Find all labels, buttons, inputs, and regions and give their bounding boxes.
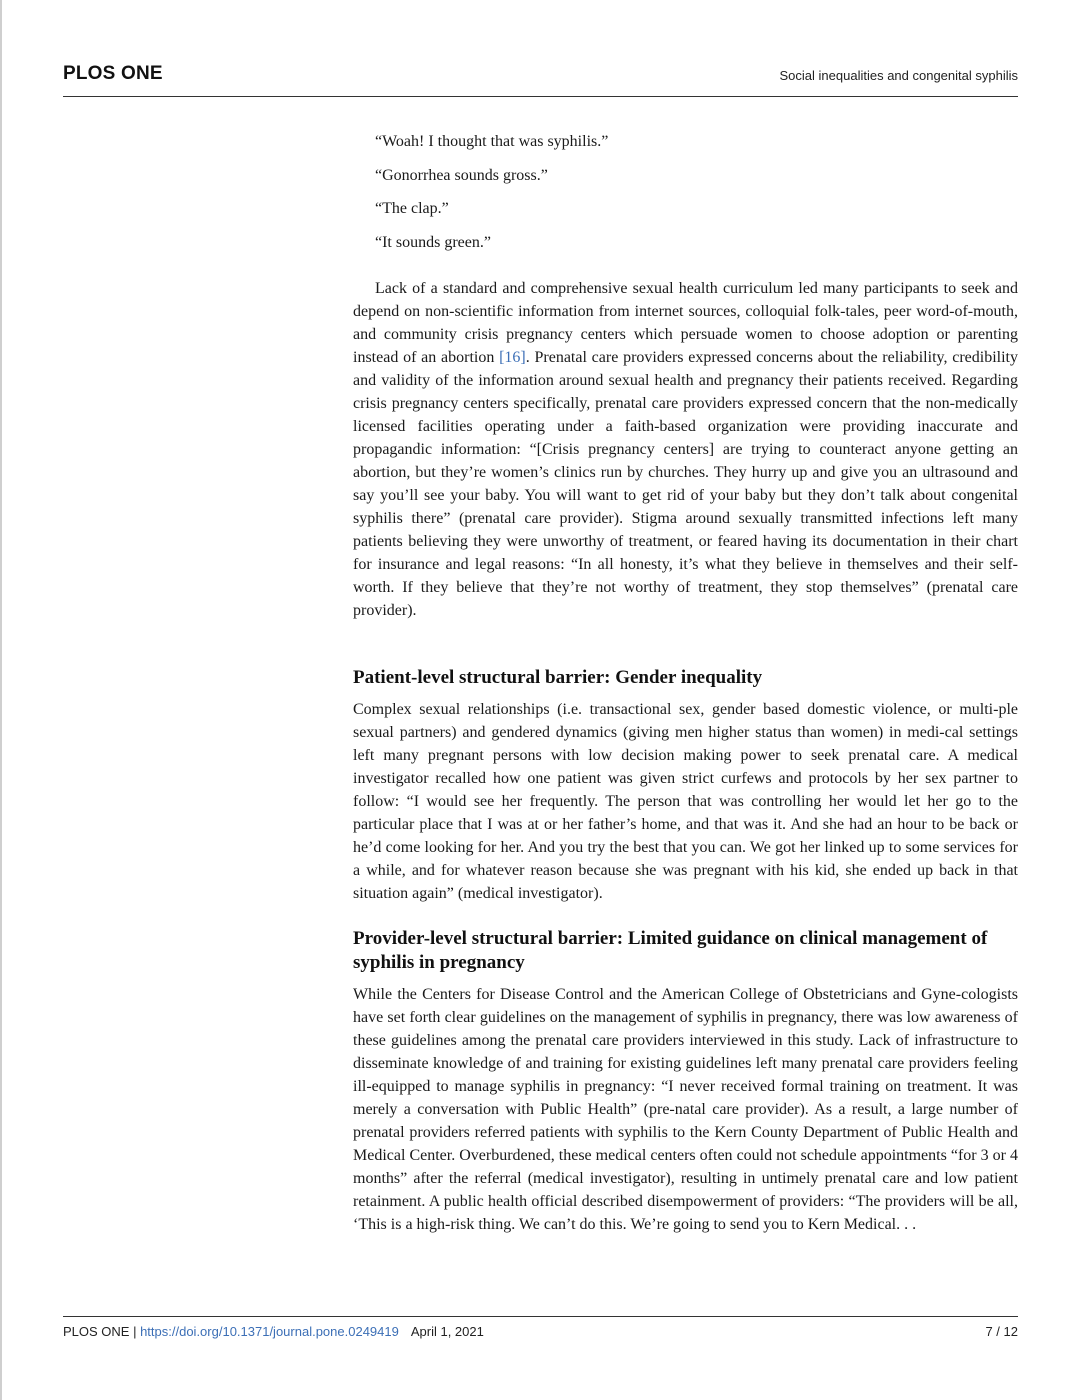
header-divider <box>63 96 1018 97</box>
citation-link[interactable]: [16] <box>499 349 526 366</box>
page-edge <box>0 0 2 1400</box>
quote: “Gonorrhea sounds gross.” <box>375 166 548 184</box>
paragraph-text: Complex sexual relationships (i.e. transactional sex, gender based domestic violence, or multi-ple sexual partners) and gendered dynamics (giving men higher status than women) in medi-cal settings left many pregnant persons with low decision making power to seek prenatal care. A medical investigator recalled how one patient was given strict curfews and protocols by her sex partner to follow: “I would see her frequently. The person that was controlling her would let her go to the particular place that I was at or her father’s home, and that was it. And she had an hour to be back or he’d come looking for her. And you try the best that you can. We got her linked up to some services for a while, and for whatever reason because she was pregnant with his kid, she ended up back in that situation again” (medical investigator). <box>353 701 1018 902</box>
quote: “The clap.” <box>375 200 449 217</box>
quote: “It sounds green.” <box>375 233 491 251</box>
quote: “Woah! I thought that was syphilis.” <box>375 133 609 150</box>
journal-name: PLOS ONE <box>63 63 163 84</box>
quote-list <box>353 131 1018 265</box>
running-title: Social inequalities and congenital syphilis <box>779 68 1018 83</box>
paragraph-text: Lack of a standard and comprehensive sexual health curriculum led many participants to seek and depend on non-scientific information from internet sources, colloquial folk-tales, peer word-of-mouth, and community crisis pregnancy centers which persuade women to choose adoption or parenting instead of an abortion <box>353 280 1018 366</box>
section-heading: Provider-level structural barrier: Limited guidance on clinical management of syphilis in pregnancy <box>353 928 988 973</box>
page-number: 7 / 12 <box>985 1324 1018 1339</box>
body-paragraph-1 <box>353 277 1018 622</box>
footer-divider <box>63 1316 1018 1317</box>
footer-separator: | <box>129 1324 141 1339</box>
body-paragraph-3 <box>353 983 1018 1236</box>
section-heading: Patient-level structural barrier: Gender inequality <box>353 667 763 688</box>
footer-citation <box>63 1324 484 1339</box>
doi-link[interactable]: https://doi.org/10.1371/journal.pone.0249419 <box>140 1324 399 1339</box>
paragraph-text: While the Centers for Disease Control and the American College of Obstetricians and Gyne-cologists have set forth clear guidelines on the management of syphilis in pregnancy, there was low awareness of these guidelines among the prenatal care providers interviewed in this study. Lack of infrastructure to disseminate knowledge of and training for existing guidelines left many prenatal care providers feeling ill-equipped to manage syphilis in pregnancy: “I never received formal training on treatment. It was merely a conversation with Public Health” (pre-natal care provider). As a result, a large number of prenatal providers referred patients with syphilis to the Kern County Department of Public Health and Medical Center. Overburdened, these medical centers often could not schedule appointments “for 3 or 4 months” after the referral (medical investigator), resulting in untimely prenatal care and low patient retainment. A public health official described disempowerment of providers: “The providers will be all, ‘This is a high-risk thing. We can’t do this. We’re going to send you to Kern Medical. . . <box>353 986 1018 1233</box>
section-heading-gender-inequality <box>353 666 1018 690</box>
footer-journal: PLOS ONE <box>63 1324 130 1339</box>
publication-date: April 1, 2021 <box>410 1324 484 1339</box>
section-heading-clinical-guidance <box>353 927 1018 975</box>
body-paragraph-2 <box>353 698 1018 905</box>
paragraph-text: . Prenatal care providers expressed concerns about the reliability, credibility and validity of the information around sexual health and pregnancy their patients received. Regarding crisis pregnancy centers specifically, prenatal care providers expressed concern that the non-medically licensed facilities operating under a faith-based organization were providing inaccurate and propagandic information: “[Crisis pregnancy centers] are trying to counteract anyone getting an abortion, but they’re women’s clinics run by churches. They hurry up and give you an ultrasound and say you’ll see your baby. You will want to get rid of your baby but they don’t talk about congenital syphilis there” (prenatal care provider). Stigma around sexually transmitted infections left many patients believing they were unworthy of treatment, or feared having its documentation in their chart for insurance and legal reasons: “In all honesty, it’s what they believe in themselves and their self-worth. If they believe that they’re not worthy of treatment, they stop themselves” (prenatal care provider). <box>353 349 1018 619</box>
